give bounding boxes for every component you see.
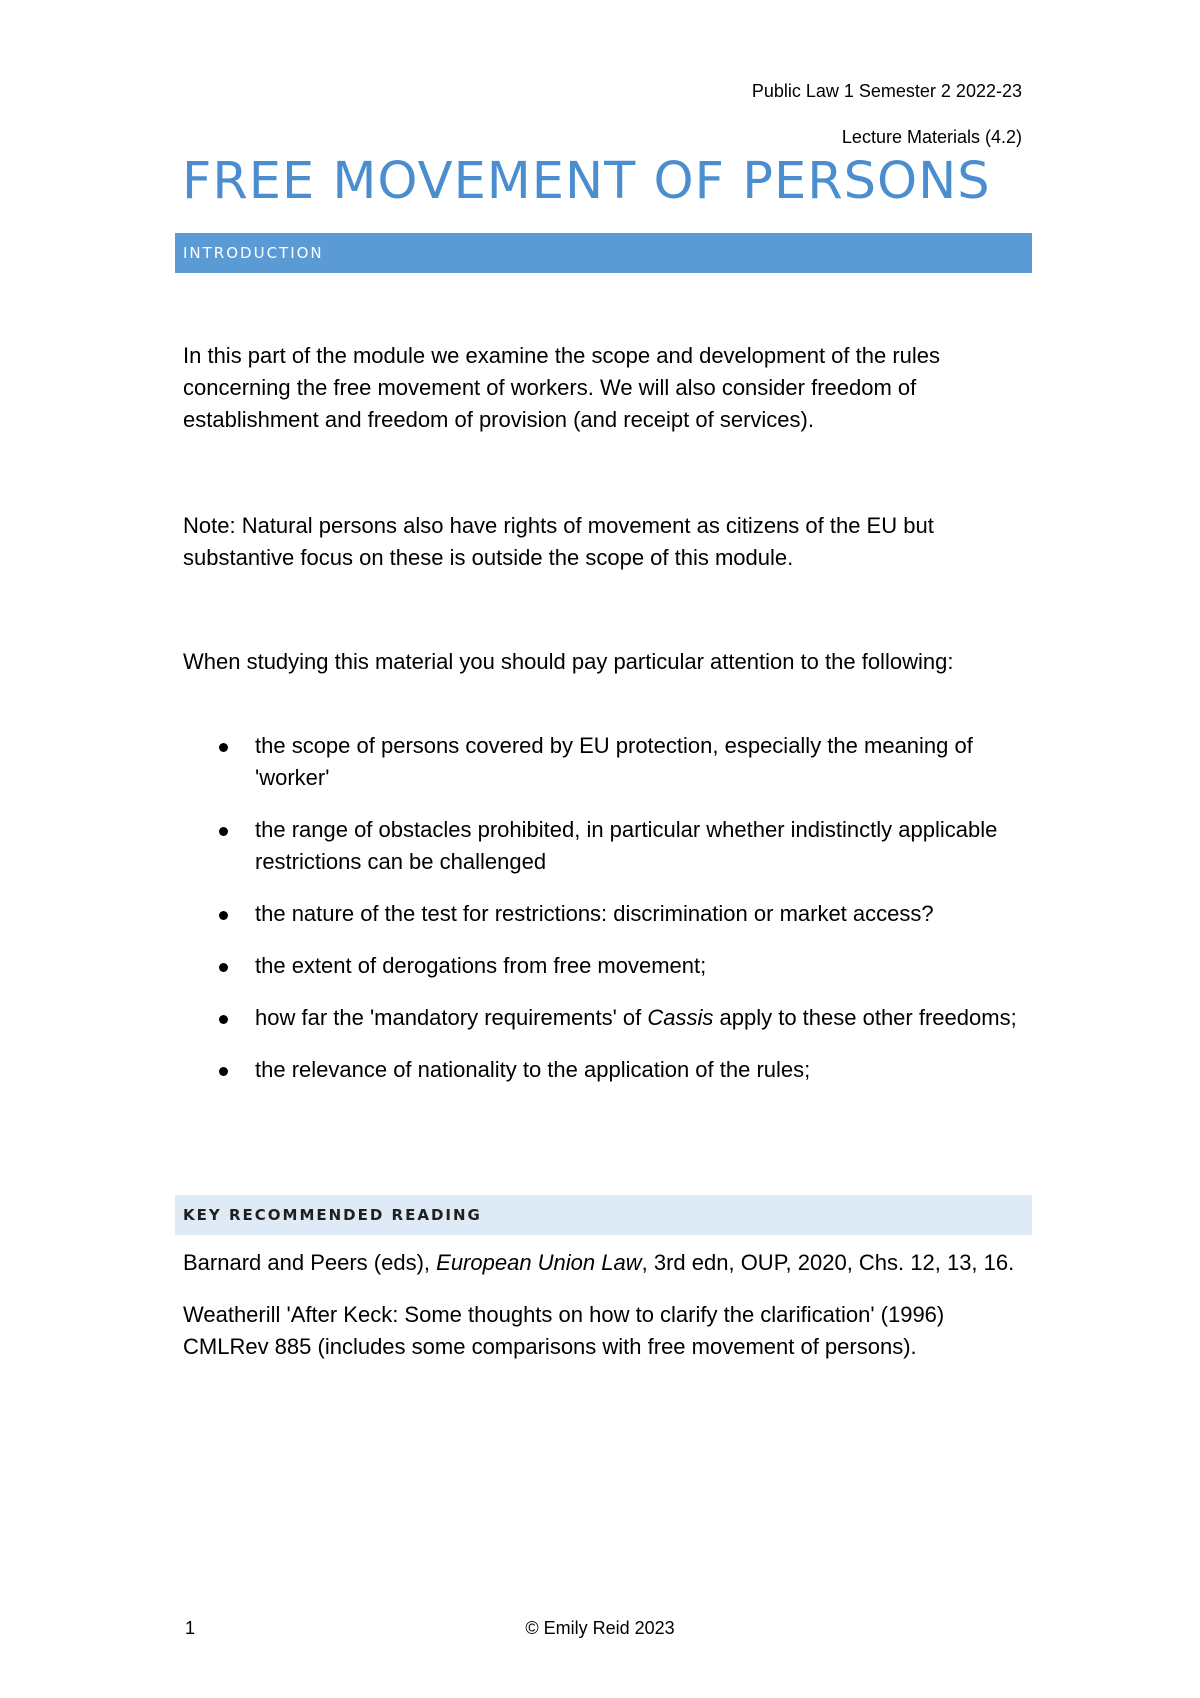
page-number: 1 (185, 1618, 196, 1638)
list-item: the extent of derogations from free movement; (183, 950, 1033, 982)
lecture-materials-label: Lecture Materials (4.2) (841, 127, 1022, 147)
reading-item-weatherill: Weatherill 'After Keck: Some thoughts on how to clarify the clarification' (1996) CMLRev 885 (includes some comparisons with free movement of persons). (183, 1302, 945, 1359)
intro-paragraph-1: In this part of the module we examine the scope and development of the rules concerning the free movement of workers. We will also consider freedom of establishment and freedom of provision (and receipt of services). (183, 343, 941, 432)
section-heading-introduction: INTRODUCTION (175, 233, 1032, 273)
list-item: how far the 'mandatory requirements' of Cassis apply to these other freedoms; (183, 1002, 1033, 1034)
list-item: the relevance of nationality to the application of the rules; (183, 1054, 1033, 1086)
bullet-icon (219, 963, 228, 972)
reading-list (183, 1247, 1033, 1383)
bullet-icon (219, 1015, 228, 1024)
list-item: the scope of persons covered by EU protection, especially the meaning of 'worker' (183, 730, 1033, 794)
section-heading-key-reading: KEY RECOMMENDED READING (175, 1195, 1032, 1235)
book-title: European Union Law (436, 1250, 642, 1275)
document-title: FREE MOVEMENT OF PERSONS (182, 152, 991, 211)
copyright-notice: © Emily Reid 2023 (525, 1618, 675, 1638)
intro-paragraph-attention: When studying this material you should pay particular attention to the following: (183, 649, 954, 674)
list-item: the range of obstacles prohibited, in particular whether indistinctly applicable restrictions can be challenged (183, 814, 1033, 878)
attention-bullet-list (183, 730, 1033, 1106)
bullet-icon (219, 1067, 228, 1076)
course-label: Public Law 1 Semester 2 2022-23 (751, 81, 1022, 101)
bullet-icon (219, 743, 228, 752)
reading-item-barnard-peers: Barnard and Peers (eds), European Union Law, 3rd edn, OUP, 2020, Chs. 12, 13, 16. (183, 1250, 1015, 1275)
list-item: the nature of the test for restrictions: discrimination or market access? (183, 898, 1033, 930)
case-name-cassis: Cassis (647, 1005, 714, 1030)
intro-paragraph-note: Note: Natural persons also have rights of movement as citizens of the EU but substantive focus on these is outside the scope of this module. (183, 513, 934, 570)
bullet-icon (219, 911, 228, 920)
bullet-icon (219, 827, 228, 836)
